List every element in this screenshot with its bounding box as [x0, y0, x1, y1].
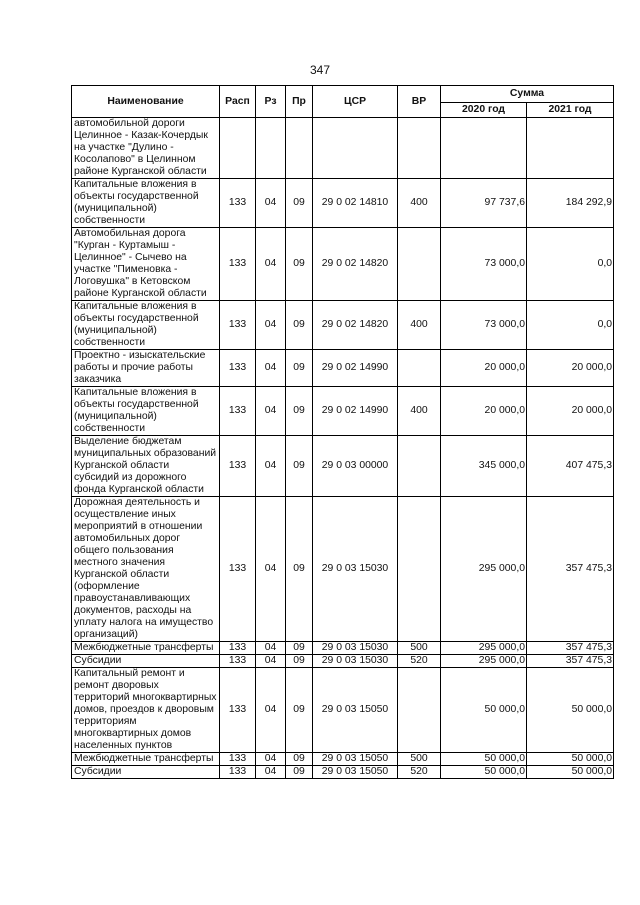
cell-rz: 04	[256, 350, 286, 387]
cell-rz: 04	[256, 301, 286, 350]
header-pr: Пр	[286, 86, 313, 118]
cell-name: автомобильной дороги Целинное - Казак-Кочердык на участке "Дулино - Косолапово" в Целинном районе Курганской области	[72, 118, 220, 179]
table-row	[72, 387, 614, 436]
table-row	[72, 179, 614, 228]
cell-csr	[313, 118, 398, 179]
cell-sum-2021: 50 000,0	[527, 668, 614, 753]
cell-name: Дорожная деятельность и осуществление иных мероприятий в отношении автомобильных дорог общего пользования местного значения Курганской области (оформление правоустанавливающих документов, расходы на уплату налога на имущество организаций)	[72, 497, 220, 642]
cell-csr: 29 0 02 14820	[313, 301, 398, 350]
cell-rz: 04	[256, 766, 286, 779]
cell-name: Межбюджетные трансферты	[72, 642, 220, 655]
cell-name: Капитальный ремонт и ремонт дворовых территорий многоквартирных домов, проездов к дворовым территориям многоквартирных домов населенных пунктов	[72, 668, 220, 753]
cell-pr: 09	[286, 387, 313, 436]
cell-sum-2021	[527, 118, 614, 179]
cell-rasp: 133	[220, 228, 256, 301]
cell-pr: 09	[286, 436, 313, 497]
cell-csr: 29 0 03 15050	[313, 753, 398, 766]
cell-rasp: 133	[220, 642, 256, 655]
cell-vr	[398, 436, 441, 497]
cell-rasp: 133	[220, 766, 256, 779]
cell-rasp: 133	[220, 497, 256, 642]
cell-sum-2021: 357 475,3	[527, 642, 614, 655]
table-row	[72, 497, 614, 642]
cell-rz: 04	[256, 753, 286, 766]
table-row	[72, 350, 614, 387]
cell-sum-2020: 345 000,0	[441, 436, 527, 497]
header-name: Наименование	[72, 86, 220, 118]
cell-vr	[398, 228, 441, 301]
cell-sum-2020	[441, 118, 527, 179]
cell-rz: 04	[256, 436, 286, 497]
cell-csr: 29 0 03 00000	[313, 436, 398, 497]
cell-name: Капитальные вложения в объекты государственной (муниципальной) собственности	[72, 387, 220, 436]
cell-rasp	[220, 118, 256, 179]
header-csr: ЦСР	[313, 86, 398, 118]
cell-name: Проектно - изыскательские работы и прочие работы заказчика	[72, 350, 220, 387]
cell-sum-2020: 295 000,0	[441, 642, 527, 655]
cell-sum-2020: 50 000,0	[441, 753, 527, 766]
cell-pr: 09	[286, 301, 313, 350]
cell-rz: 04	[256, 668, 286, 753]
cell-vr	[398, 497, 441, 642]
cell-sum-2020: 97 737,6	[441, 179, 527, 228]
cell-pr: 09	[286, 497, 313, 642]
cell-csr: 29 0 03 15030	[313, 497, 398, 642]
cell-vr	[398, 350, 441, 387]
cell-csr: 29 0 02 14990	[313, 350, 398, 387]
cell-rasp: 133	[220, 668, 256, 753]
cell-sum-2020: 73 000,0	[441, 301, 527, 350]
cell-name: Выделение бюджетам муниципальных образований Курганской области субсидий из дорожного фонда Курганской области	[72, 436, 220, 497]
cell-sum-2021: 0,0	[527, 301, 614, 350]
header-rz: Рз	[256, 86, 286, 118]
cell-pr: 09	[286, 642, 313, 655]
table-body	[72, 118, 614, 779]
budget-table	[71, 85, 614, 779]
cell-pr: 09	[286, 228, 313, 301]
page-number: 347	[309, 63, 331, 77]
cell-pr: 09	[286, 179, 313, 228]
cell-csr: 29 0 03 15030	[313, 642, 398, 655]
cell-sum-2021: 407 475,3	[527, 436, 614, 497]
cell-rz: 04	[256, 228, 286, 301]
cell-pr: 09	[286, 668, 313, 753]
cell-csr: 29 0 02 14820	[313, 228, 398, 301]
table-row	[72, 753, 614, 766]
cell-vr: 520	[398, 766, 441, 779]
cell-rz: 04	[256, 655, 286, 668]
header-vr: ВР	[398, 86, 441, 118]
cell-csr: 29 0 03 15050	[313, 766, 398, 779]
cell-vr: 520	[398, 655, 441, 668]
cell-csr: 29 0 03 15050	[313, 668, 398, 753]
cell-sum-2021: 0,0	[527, 228, 614, 301]
cell-vr: 500	[398, 753, 441, 766]
cell-pr: 09	[286, 350, 313, 387]
cell-name: Межбюджетные трансферты	[72, 753, 220, 766]
cell-pr: 09	[286, 655, 313, 668]
cell-name: Субсидии	[72, 766, 220, 779]
cell-csr: 29 0 02 14990	[313, 387, 398, 436]
cell-rasp: 133	[220, 655, 256, 668]
cell-rasp: 133	[220, 387, 256, 436]
cell-sum-2020: 73 000,0	[441, 228, 527, 301]
cell-vr	[398, 668, 441, 753]
cell-sum-2020: 20 000,0	[441, 387, 527, 436]
cell-name: Капитальные вложения в объекты государственной (муниципальной) собственности	[72, 179, 220, 228]
table-row	[72, 642, 614, 655]
cell-sum-2021: 50 000,0	[527, 753, 614, 766]
cell-pr: 09	[286, 766, 313, 779]
cell-vr: 400	[398, 179, 441, 228]
cell-sum-2021: 357 475,3	[527, 655, 614, 668]
header-2020: 2020 год	[441, 103, 527, 118]
cell-vr	[398, 118, 441, 179]
table-row	[72, 655, 614, 668]
cell-rasp: 133	[220, 753, 256, 766]
cell-rz: 04	[256, 642, 286, 655]
cell-pr: 09	[286, 753, 313, 766]
table-row	[72, 118, 614, 179]
cell-csr: 29 0 03 15030	[313, 655, 398, 668]
table-row	[72, 436, 614, 497]
cell-sum-2020: 50 000,0	[441, 766, 527, 779]
cell-name: Автомобильная дорога "Курган - Куртамыш - Целинное" - Сычево на участке "Пименовка - Логовушка" в Кетовском районе Курганской области	[72, 228, 220, 301]
cell-sum-2020: 295 000,0	[441, 497, 527, 642]
cell-rasp: 133	[220, 179, 256, 228]
cell-sum-2021: 184 292,9	[527, 179, 614, 228]
cell-rz: 04	[256, 497, 286, 642]
cell-rz: 04	[256, 179, 286, 228]
cell-sum-2020: 295 000,0	[441, 655, 527, 668]
cell-csr: 29 0 02 14810	[313, 179, 398, 228]
header-sum: Сумма	[441, 86, 614, 103]
cell-sum-2021: 20 000,0	[527, 387, 614, 436]
cell-rz	[256, 118, 286, 179]
table-row	[72, 301, 614, 350]
cell-name: Капитальные вложения в объекты государственной (муниципальной) собственности	[72, 301, 220, 350]
header-2021: 2021 год	[527, 103, 614, 118]
cell-rasp: 133	[220, 301, 256, 350]
cell-vr: 400	[398, 387, 441, 436]
cell-vr: 500	[398, 642, 441, 655]
cell-vr: 400	[398, 301, 441, 350]
cell-sum-2020: 20 000,0	[441, 350, 527, 387]
cell-pr	[286, 118, 313, 179]
cell-sum-2020: 50 000,0	[441, 668, 527, 753]
cell-sum-2021: 357 475,3	[527, 497, 614, 642]
cell-rasp: 133	[220, 436, 256, 497]
header-rasp: Расп	[220, 86, 256, 118]
cell-sum-2021: 20 000,0	[527, 350, 614, 387]
table-row	[72, 766, 614, 779]
cell-rz: 04	[256, 387, 286, 436]
table-row	[72, 228, 614, 301]
cell-sum-2021: 50 000,0	[527, 766, 614, 779]
table-row	[72, 668, 614, 753]
cell-name: Субсидии	[72, 655, 220, 668]
cell-rasp: 133	[220, 350, 256, 387]
